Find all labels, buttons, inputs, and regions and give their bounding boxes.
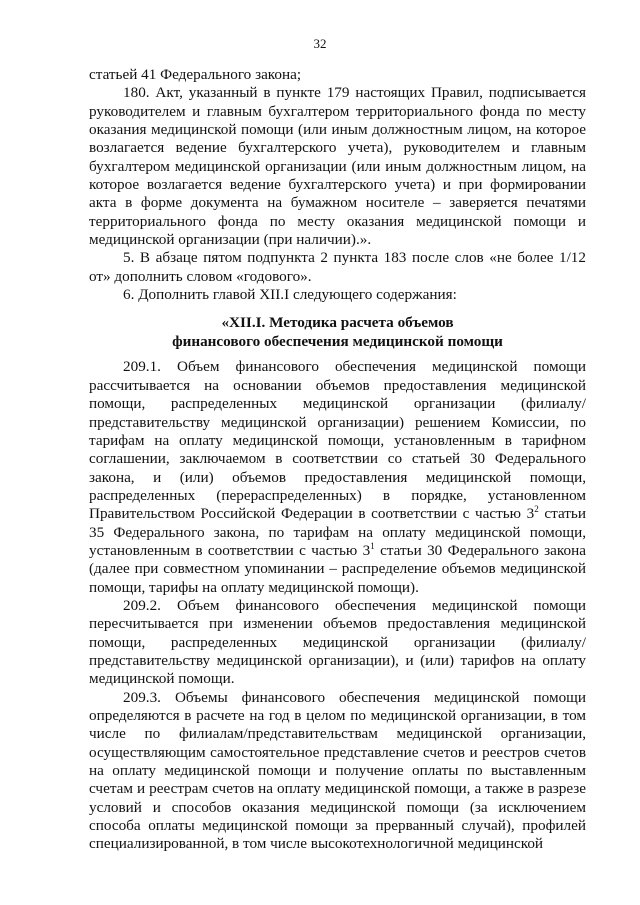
superscript-1: 1 [370, 540, 375, 551]
paragraph-209-3: 209.3. Объемы финансового обеспечения медицинской помощи определяются в расчете на год в целом по медицинской организации, в том числе по филиалам/представительствам медицинской организации, осуществляющим самостоятельное представление счетов и реестров счетов на оплату медицинской помощи и получение оплаты по выставленным счетам и реестрам счетов на оплату медицинской помощи, а также в разрезе условий и способов оказания медицинской помощи (за исключением способа оплаты медицинской помощи за прерванный случай), профилей специализированной, в том числе высокотехнологичной медицинской [89, 688, 586, 853]
paragraph-209-1-part-1: 209.1. Объем финансового обеспечения медицинской помощи рассчитывается на основании объемов предоставления медицинской помощи, распределенных медицинской организации (филиалу/представительству медицинской организации) решением Комиссии, по тарифам на оплату медицинской помощи, установленным в тарифном соглашении, заключаемом в соответствии со статьей 30 Федерального закона, и (или) объемов предоставления медицинской помощи, распределенных (перераспределенных) в порядке, установленном Правительством Российской Федерации в соответствии с частью 3 [89, 358, 586, 523]
paragraph-6: 6. Дополнить главой XII.I следующего содержания: [123, 286, 457, 304]
chapter-heading-line-2: финансового обеспечения медицинской помощи [172, 333, 503, 351]
paragraph-5: 5. В абзаце пятом подпункта 2 пункта 183 после слов «не более 1/12 от» дополнить словом «годового». [89, 249, 586, 285]
superscript-2: 2 [534, 504, 539, 515]
paragraph-209-1-part-3: статьи 30 Федерального закона (далее при совместном упоминании – распределение объемов медицинской помощи, тарифы на оплату медицинской помощи). [89, 541, 586, 596]
paragraph-continuation: статьей 41 Федерального закона; [89, 66, 302, 83]
page-number: 32 [313, 36, 327, 51]
paragraph-209-2: 209.2. Объем финансового обеспечения медицинской помощи пересчитывается при изменении объемов предоставления медицинской помощи, распределенных медицинской организации (филиалу/представительству медицинской организации), и (или) тарифов на оплату медицинской помощи. [89, 596, 586, 688]
paragraph-209-1 [89, 358, 586, 596]
chapter-heading-line-1: «XII.I. Методика расчета объемов [221, 314, 454, 332]
paragraph-209-1-part-2: статьи 35 Федерального закона, по тарифам на оплату медицинской помощи, установленным в соответствии с частью 3 [89, 505, 586, 559]
chapter-heading [89, 313, 586, 351]
document-body [89, 66, 586, 854]
paragraph-180: 180. Акт, указанный в пункте 179 настоящих Правил, подписывается руководителем и главным бухгалтером территориального фонда по месту оказания медицинской помощи (или иным должностным лицом, на которое возлагается ведение бухгалтерского учета), руководителем и главным бухгалтером медицинской организации (или иным должностным лицом, на которое возлагается ведение бухгалтерского учета) и при формировании акта в форме документа на бумажном носителе – заверяется печатями территориального фонда по месту оказания медицинской помощи и медицинской организации (при наличии).». [89, 84, 586, 249]
